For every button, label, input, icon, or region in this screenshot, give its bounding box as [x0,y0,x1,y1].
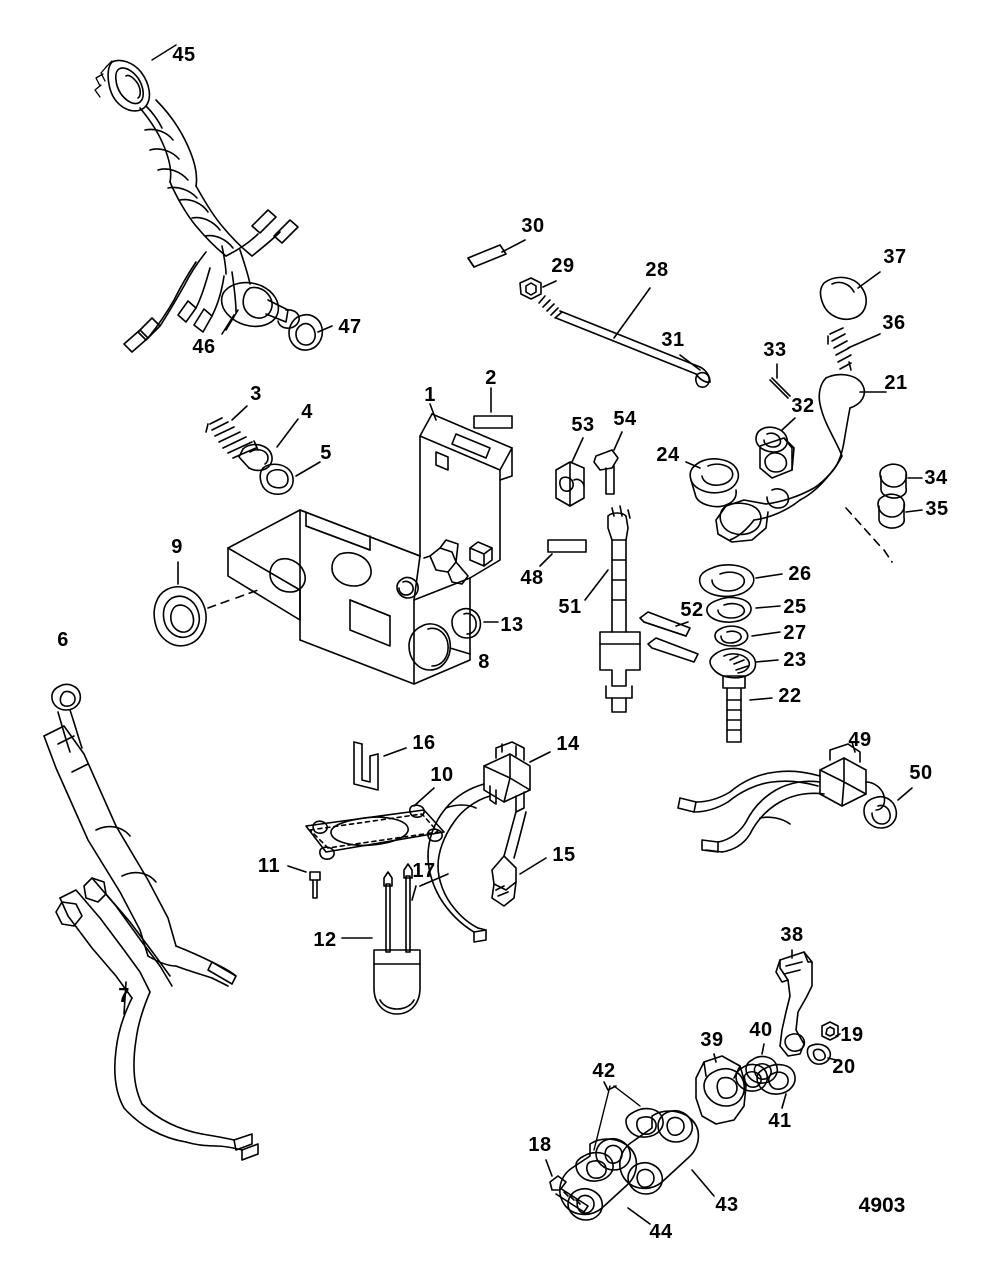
part-27-washer [715,626,780,646]
part-36-spring [828,328,880,370]
callout-23: 23 [783,649,807,671]
callout-41: 41 [768,1110,792,1132]
part-6-cable [44,684,236,986]
part-13-plug [452,609,498,638]
callout-9: 9 [171,536,183,558]
callout-14: 14 [556,733,580,755]
part-40-washers [736,1044,777,1091]
part-45-harness-connector [95,45,176,128]
part-33-pin [770,364,790,398]
part-53-clamp [556,438,584,506]
part-35-bushing [846,494,922,562]
part-2-plate [474,388,512,428]
callout-10: 10 [430,764,454,786]
callout-6: 6 [57,629,69,651]
callout-29: 29 [551,255,575,277]
callout-25: 25 [783,596,807,618]
part-48-spacer [540,540,586,566]
part-16-clip [354,742,406,790]
part-51-sender [585,506,640,712]
part-15-cable [492,812,546,906]
callout-11: 11 [257,855,281,877]
callout-39: 39 [700,1029,724,1051]
callout-46: 46 [192,336,216,358]
part-39-cam [696,1054,746,1124]
part-10-plate [306,788,444,859]
callout-34: 34 [924,467,948,489]
callout-18: 18 [528,1134,552,1156]
callout-54: 54 [613,408,637,430]
callout-51: 51 [558,596,582,618]
callout-12: 12 [313,929,337,951]
part-46-switch [222,283,300,334]
callout-16: 16 [412,732,436,754]
part-24-bushing [686,459,738,507]
callout-32: 32 [791,395,815,417]
part-30-pin [468,240,525,267]
callout-44: 44 [649,1221,673,1243]
part-23-clip [710,648,778,677]
part-18-screw [546,1160,588,1212]
part-3-spring [206,406,258,458]
callout-43: 43 [715,1194,739,1216]
part-9-grommet [154,562,258,646]
callout-1: 1 [424,384,436,406]
callout-36: 36 [882,312,906,334]
part-45-harness-body [140,100,252,256]
part-14-solenoid [484,742,550,812]
part-26-washer [700,565,782,597]
part-54-bolt [594,432,622,494]
part-25-washer [707,598,780,623]
callout-27: 27 [783,622,807,644]
callout-33: 33 [763,339,787,361]
part-17-probe [342,864,420,1014]
callout-40: 40 [749,1019,773,1041]
callout-26: 26 [788,563,812,585]
callout-31: 31 [661,329,685,351]
part-45-harness-leads [124,210,298,352]
callout-45: 45 [172,44,196,66]
callout-38: 38 [780,924,804,946]
callout-20: 20 [832,1056,856,1078]
callout-37: 37 [883,246,907,268]
part-1-housing [228,401,512,684]
callout-24: 24 [656,444,680,466]
part-34-cap [880,464,922,498]
callout-8: 8 [478,651,490,673]
part-44-link [560,1139,650,1224]
callout-35: 35 [925,498,949,520]
part-41-washer [757,1065,795,1108]
callout-15: 15 [552,844,576,866]
callout-3: 3 [250,383,262,405]
part-29-nut [520,278,556,299]
callout-53: 53 [571,414,595,436]
callout-42: 42 [592,1060,616,1082]
callout-4: 4 [301,401,313,423]
part-49-harness [678,742,885,852]
callout-2: 2 [485,367,497,389]
callout-19: 19 [840,1024,864,1046]
callout-28: 28 [645,259,669,281]
callout-21: 21 [884,372,908,394]
part-37-knob [820,272,880,319]
callout-22: 22 [778,685,802,707]
callout-17: 17 [412,860,436,882]
callout-7: 7 [118,985,130,1007]
callout-13: 13 [500,614,524,636]
part-11-screw [288,866,320,898]
callout-49: 49 [848,729,872,751]
part-22-bolt [723,676,772,742]
part-19-nut [822,1022,840,1040]
callout-47: 47 [338,316,362,338]
part-38-lever [776,950,812,1056]
callout-5: 5 [320,442,332,464]
sheet-number: 4903 [858,1194,906,1217]
callout-52: 52 [680,599,704,621]
part-32-washer [756,418,795,452]
callout-50: 50 [909,762,933,784]
part-50-grommet [864,788,912,828]
part-47-grommet [289,315,332,350]
callout-30: 30 [521,215,545,237]
callout-48: 48 [520,567,544,589]
